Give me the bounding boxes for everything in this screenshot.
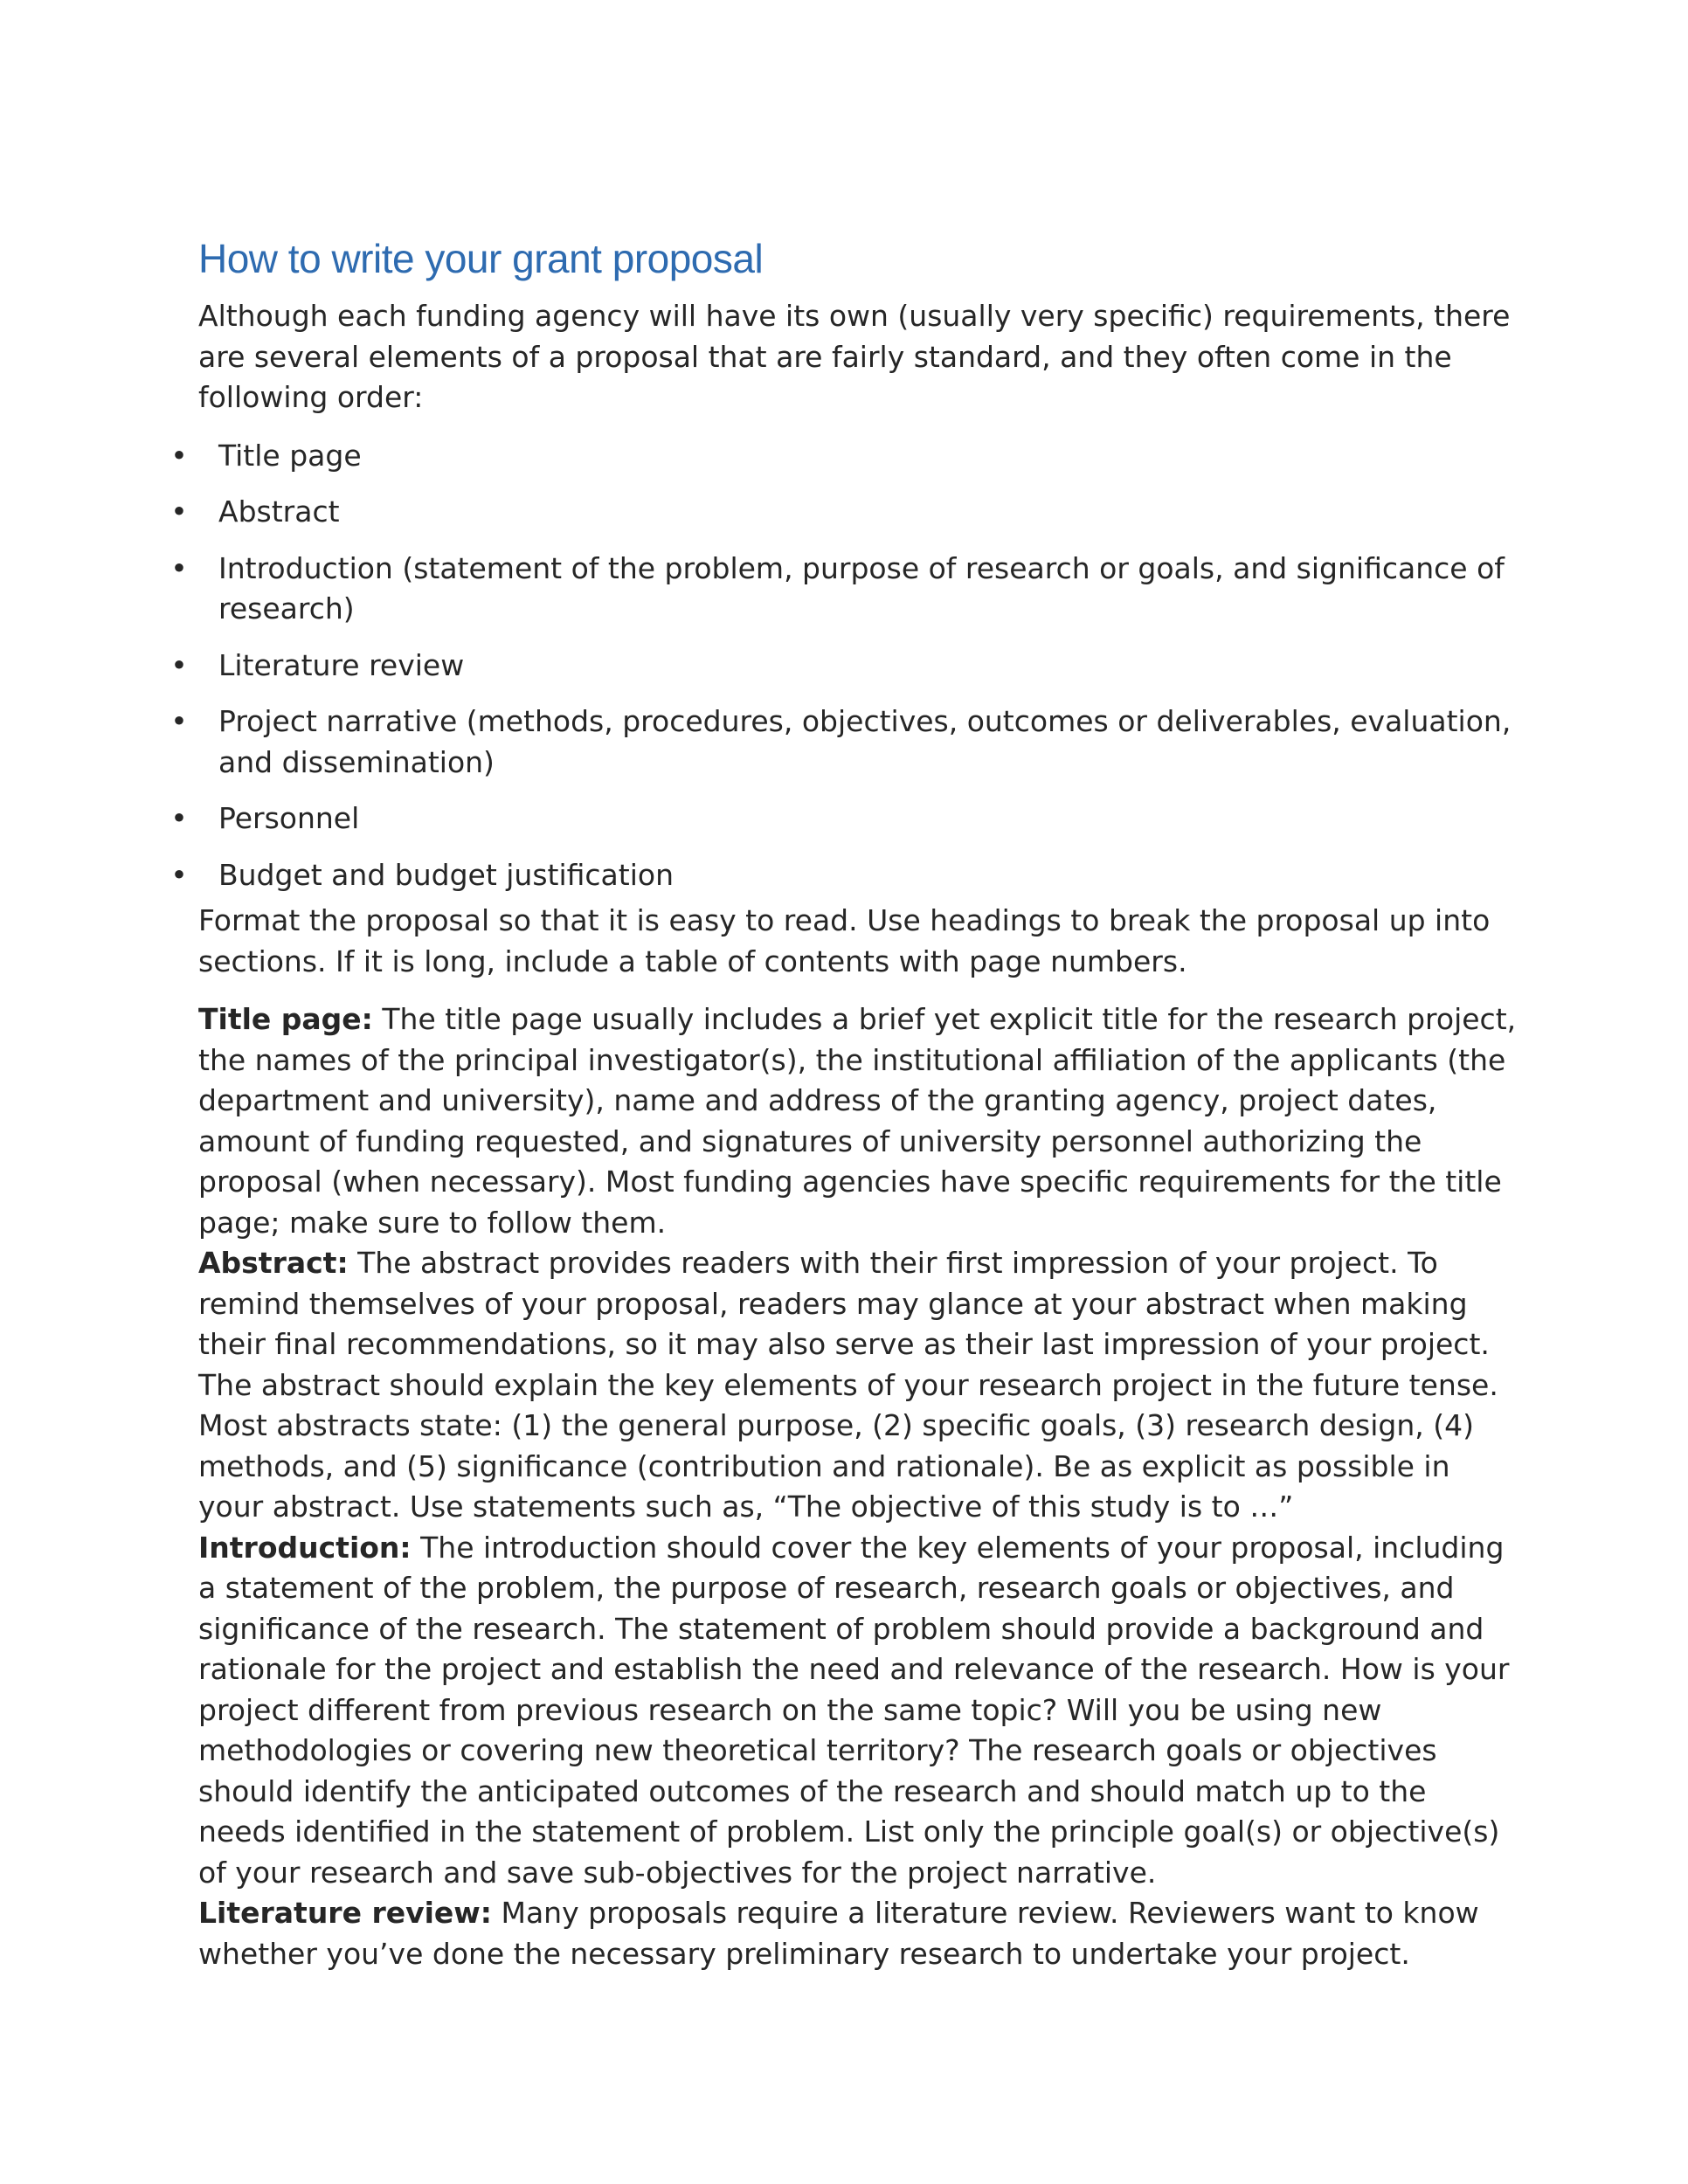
section-label: Title page:	[198, 1002, 373, 1036]
bullet-icon: •	[170, 704, 188, 738]
abstract-section	[198, 1243, 1518, 1528]
proposal-elements-list	[0, 436, 1518, 896]
document-body	[170, 232, 1518, 1974]
list-item-text: Project narrative (methods, procedures, objectives, outcomes or deliverables, evaluation, and dissemination)	[218, 704, 1512, 779]
list-item	[0, 646, 1518, 687]
list-item-text: Title page	[218, 438, 362, 473]
list-item-text: Personnel	[218, 801, 360, 835]
list-item-text: Literature review	[218, 647, 465, 682]
list-item	[0, 549, 1518, 630]
bullet-icon: •	[170, 438, 188, 473]
bullet-icon: •	[170, 647, 188, 682]
list-item-text: Abstract	[218, 494, 340, 529]
section-text: The title page usually includes a brief yet explicit title for the research project, the names of the principal investigator(s), the institutional affiliation of the applicants (the department and university), name and address of the granting agency, project dates, amount of funding requested, and signatures of university personnel authorizing the proposal (when necessary). Most funding agencies have specific requirements for the title page; make sure to follow them.	[198, 1002, 1517, 1240]
section-text: Many proposals require a literature review. Reviewers want to know whether you’ve done the necessary preliminary research to undertake your project.	[198, 1896, 1479, 1971]
section-text: The abstract provides readers with their first impression of your project. To remind themselves of your proposal, readers may glance at your abstract when making their final recommendations, so it may also serve as their last impression of your project. The abstract should explain the key elements of your research project in the future tense. Most abstracts state: (1) the general purpose, (2) specific goals, (3) research design, (4) methods, and (5) significance (contribution and rationale). Be as explicit as possible in your abstract. Use statements such as, “The objective of this study is to …”	[198, 1246, 1498, 1524]
list-item	[0, 436, 1518, 477]
bullet-icon: •	[170, 494, 188, 529]
list-item-text: Budget and budget justification	[218, 857, 674, 892]
section-label: Literature review:	[198, 1896, 492, 1930]
intro-paragraph: Although each funding agency will have its own (usually very specific) requirements, there are several elements of a proposal that are fairly standard, and they often come in the following order:	[198, 299, 1511, 414]
list-item	[0, 855, 1518, 896]
list-item-text: Introduction (statement of the problem, purpose of research or goals, and significance of research)	[218, 550, 1505, 625]
section-text: The introduction should cover the key elements of your proposal, including a statement of the problem, the purpose of research, research goals or objectives, and significance of the research. The statement of problem should provide a background and rationale for the project and establish the need and relevance of the research. How is your project different from previous research on the same topic? Will you be using new methodologies or covering new theoretical territory? The research goals or objectives should identify the anticipated outcomes of the research and should match up to the needs identified in the statement of problem. List only the principle goal(s) or objective(s) of your research and save sub-objectives for the project narrative.	[198, 1530, 1510, 1890]
section-label: Introduction:	[198, 1530, 412, 1565]
format-paragraph: Format the proposal so that it is easy to read. Use headings to break the proposal up into sections. If it is long, include a table of contents with page numbers.	[198, 903, 1491, 978]
list-item	[0, 702, 1518, 783]
list-item	[0, 798, 1518, 840]
page-title: How to write your grant proposal	[198, 236, 764, 281]
section-label: Abstract:	[198, 1246, 349, 1280]
bullet-icon: •	[170, 801, 188, 835]
list-item	[0, 492, 1518, 533]
introduction-section	[198, 1528, 1518, 1894]
title-page-section	[198, 999, 1518, 1243]
literature-review-section	[198, 1893, 1518, 1974]
bullet-icon: •	[170, 857, 188, 892]
bullet-icon: •	[170, 550, 188, 585]
